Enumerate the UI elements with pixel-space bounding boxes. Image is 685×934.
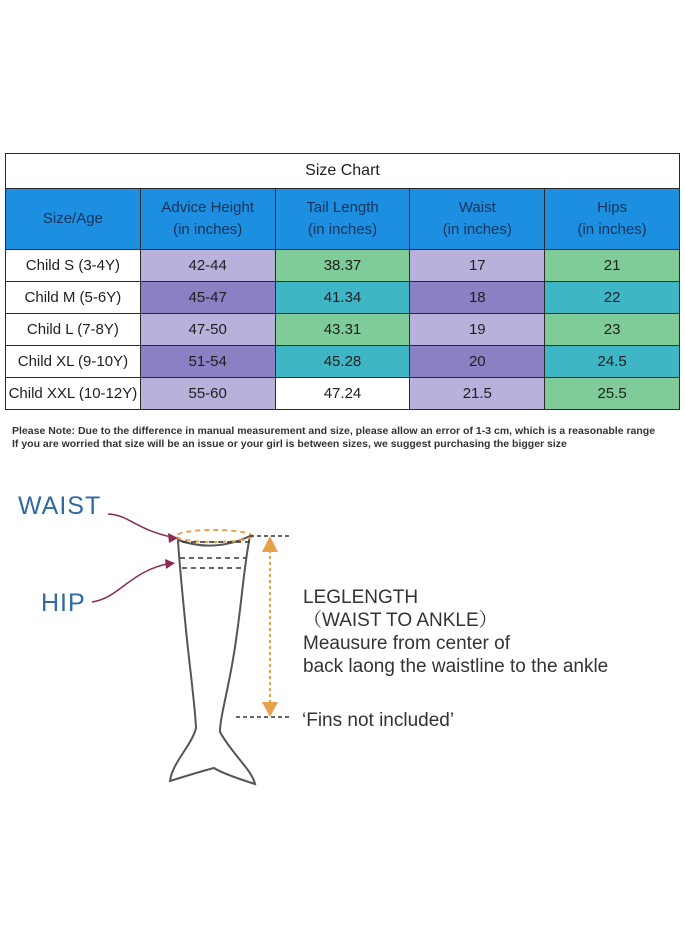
cell-waist: 17	[410, 250, 545, 282]
cell-size: Child XXL (10-12Y)	[6, 378, 141, 410]
header-tail-length-unit: (in inches)	[307, 221, 378, 238]
cell-height: 47-50	[140, 314, 275, 346]
arrow-down-icon	[262, 702, 278, 717]
cell-hips: 22	[545, 282, 680, 314]
table-row	[6, 250, 680, 282]
cell-height: 45-47	[140, 282, 275, 314]
header-waist-unit: (in inches)	[442, 221, 512, 238]
cell-tail: 45.28	[275, 346, 410, 378]
cell-hips: 21	[545, 250, 680, 282]
waist-pointer-arrow-icon	[168, 533, 178, 543]
desc-line-3: Meausure from center of	[303, 633, 510, 654]
waist-ellipse	[176, 530, 252, 542]
header-tail-length	[275, 189, 410, 250]
header-advice-height-unit: (in inches)	[173, 221, 243, 238]
table-row	[6, 378, 680, 410]
size-chart-table	[5, 153, 680, 410]
header-waist	[410, 189, 545, 250]
hip-pointer	[92, 563, 172, 602]
table-row	[6, 314, 680, 346]
header-advice-height-label: Advice Height	[161, 199, 254, 216]
header-hips	[545, 189, 680, 250]
chart-title: Size Chart	[6, 154, 680, 189]
note-line-2: If you are worried that size will be an issue or your girl is between sizes, we suggest purchasing the bigger size	[12, 438, 567, 450]
header-size-age	[6, 189, 141, 250]
cell-size: Child S (3-4Y)	[6, 250, 141, 282]
hip-label: HIP	[41, 589, 86, 617]
header-tail-length-label: Tail Length	[306, 199, 379, 216]
cell-size: Child M (5-6Y)	[6, 282, 141, 314]
waist-label: WAIST	[18, 492, 102, 520]
cell-waist: 19	[410, 314, 545, 346]
cell-waist: 20	[410, 346, 545, 378]
arrow-up-icon	[262, 536, 278, 552]
desc-line-4: back laong the waistline to the ankle	[303, 656, 609, 677]
header-waist-label: Waist	[458, 199, 496, 216]
cell-hips: 25.5	[545, 378, 680, 410]
hip-pointer-arrow-icon	[165, 559, 175, 569]
header-hips-unit: (in inches)	[577, 221, 647, 238]
measurement-diagram	[0, 470, 685, 800]
leg-length-description	[303, 586, 608, 678]
desc-line-1: LEGLENGTH	[303, 587, 419, 608]
size-note	[12, 425, 680, 451]
cell-size: Child XL (9-10Y)	[6, 346, 141, 378]
fins-note: ‘Fins not included’	[302, 710, 455, 731]
cell-tail: 38.37	[275, 250, 410, 282]
cell-hips: 24.5	[545, 346, 680, 378]
size-chart	[5, 153, 680, 410]
table-row	[6, 282, 680, 314]
header-hips-label: Hips	[597, 199, 628, 216]
cell-tail: 41.34	[275, 282, 410, 314]
header-advice-height	[140, 189, 275, 250]
header-size-age-label: Size/Age	[42, 210, 103, 227]
cell-waist: 21.5	[410, 378, 545, 410]
waist-pointer	[108, 514, 176, 538]
table-row	[6, 346, 680, 378]
desc-line-2: （WAIST TO ANKLE）	[303, 610, 498, 631]
tail-outline	[170, 536, 255, 784]
cell-height: 55-60	[140, 378, 275, 410]
cell-waist: 18	[410, 282, 545, 314]
cell-size: Child L (7-8Y)	[6, 314, 141, 346]
cell-height: 42-44	[140, 250, 275, 282]
cell-tail: 43.31	[275, 314, 410, 346]
cell-hips: 23	[545, 314, 680, 346]
cell-tail: 47.24	[275, 378, 410, 410]
cell-height: 51-54	[140, 346, 275, 378]
note-line-1: Please Note: Due to the difference in manual measurement and size, please allow an error of 1-3 cm, which is a reasonable range	[12, 425, 656, 437]
